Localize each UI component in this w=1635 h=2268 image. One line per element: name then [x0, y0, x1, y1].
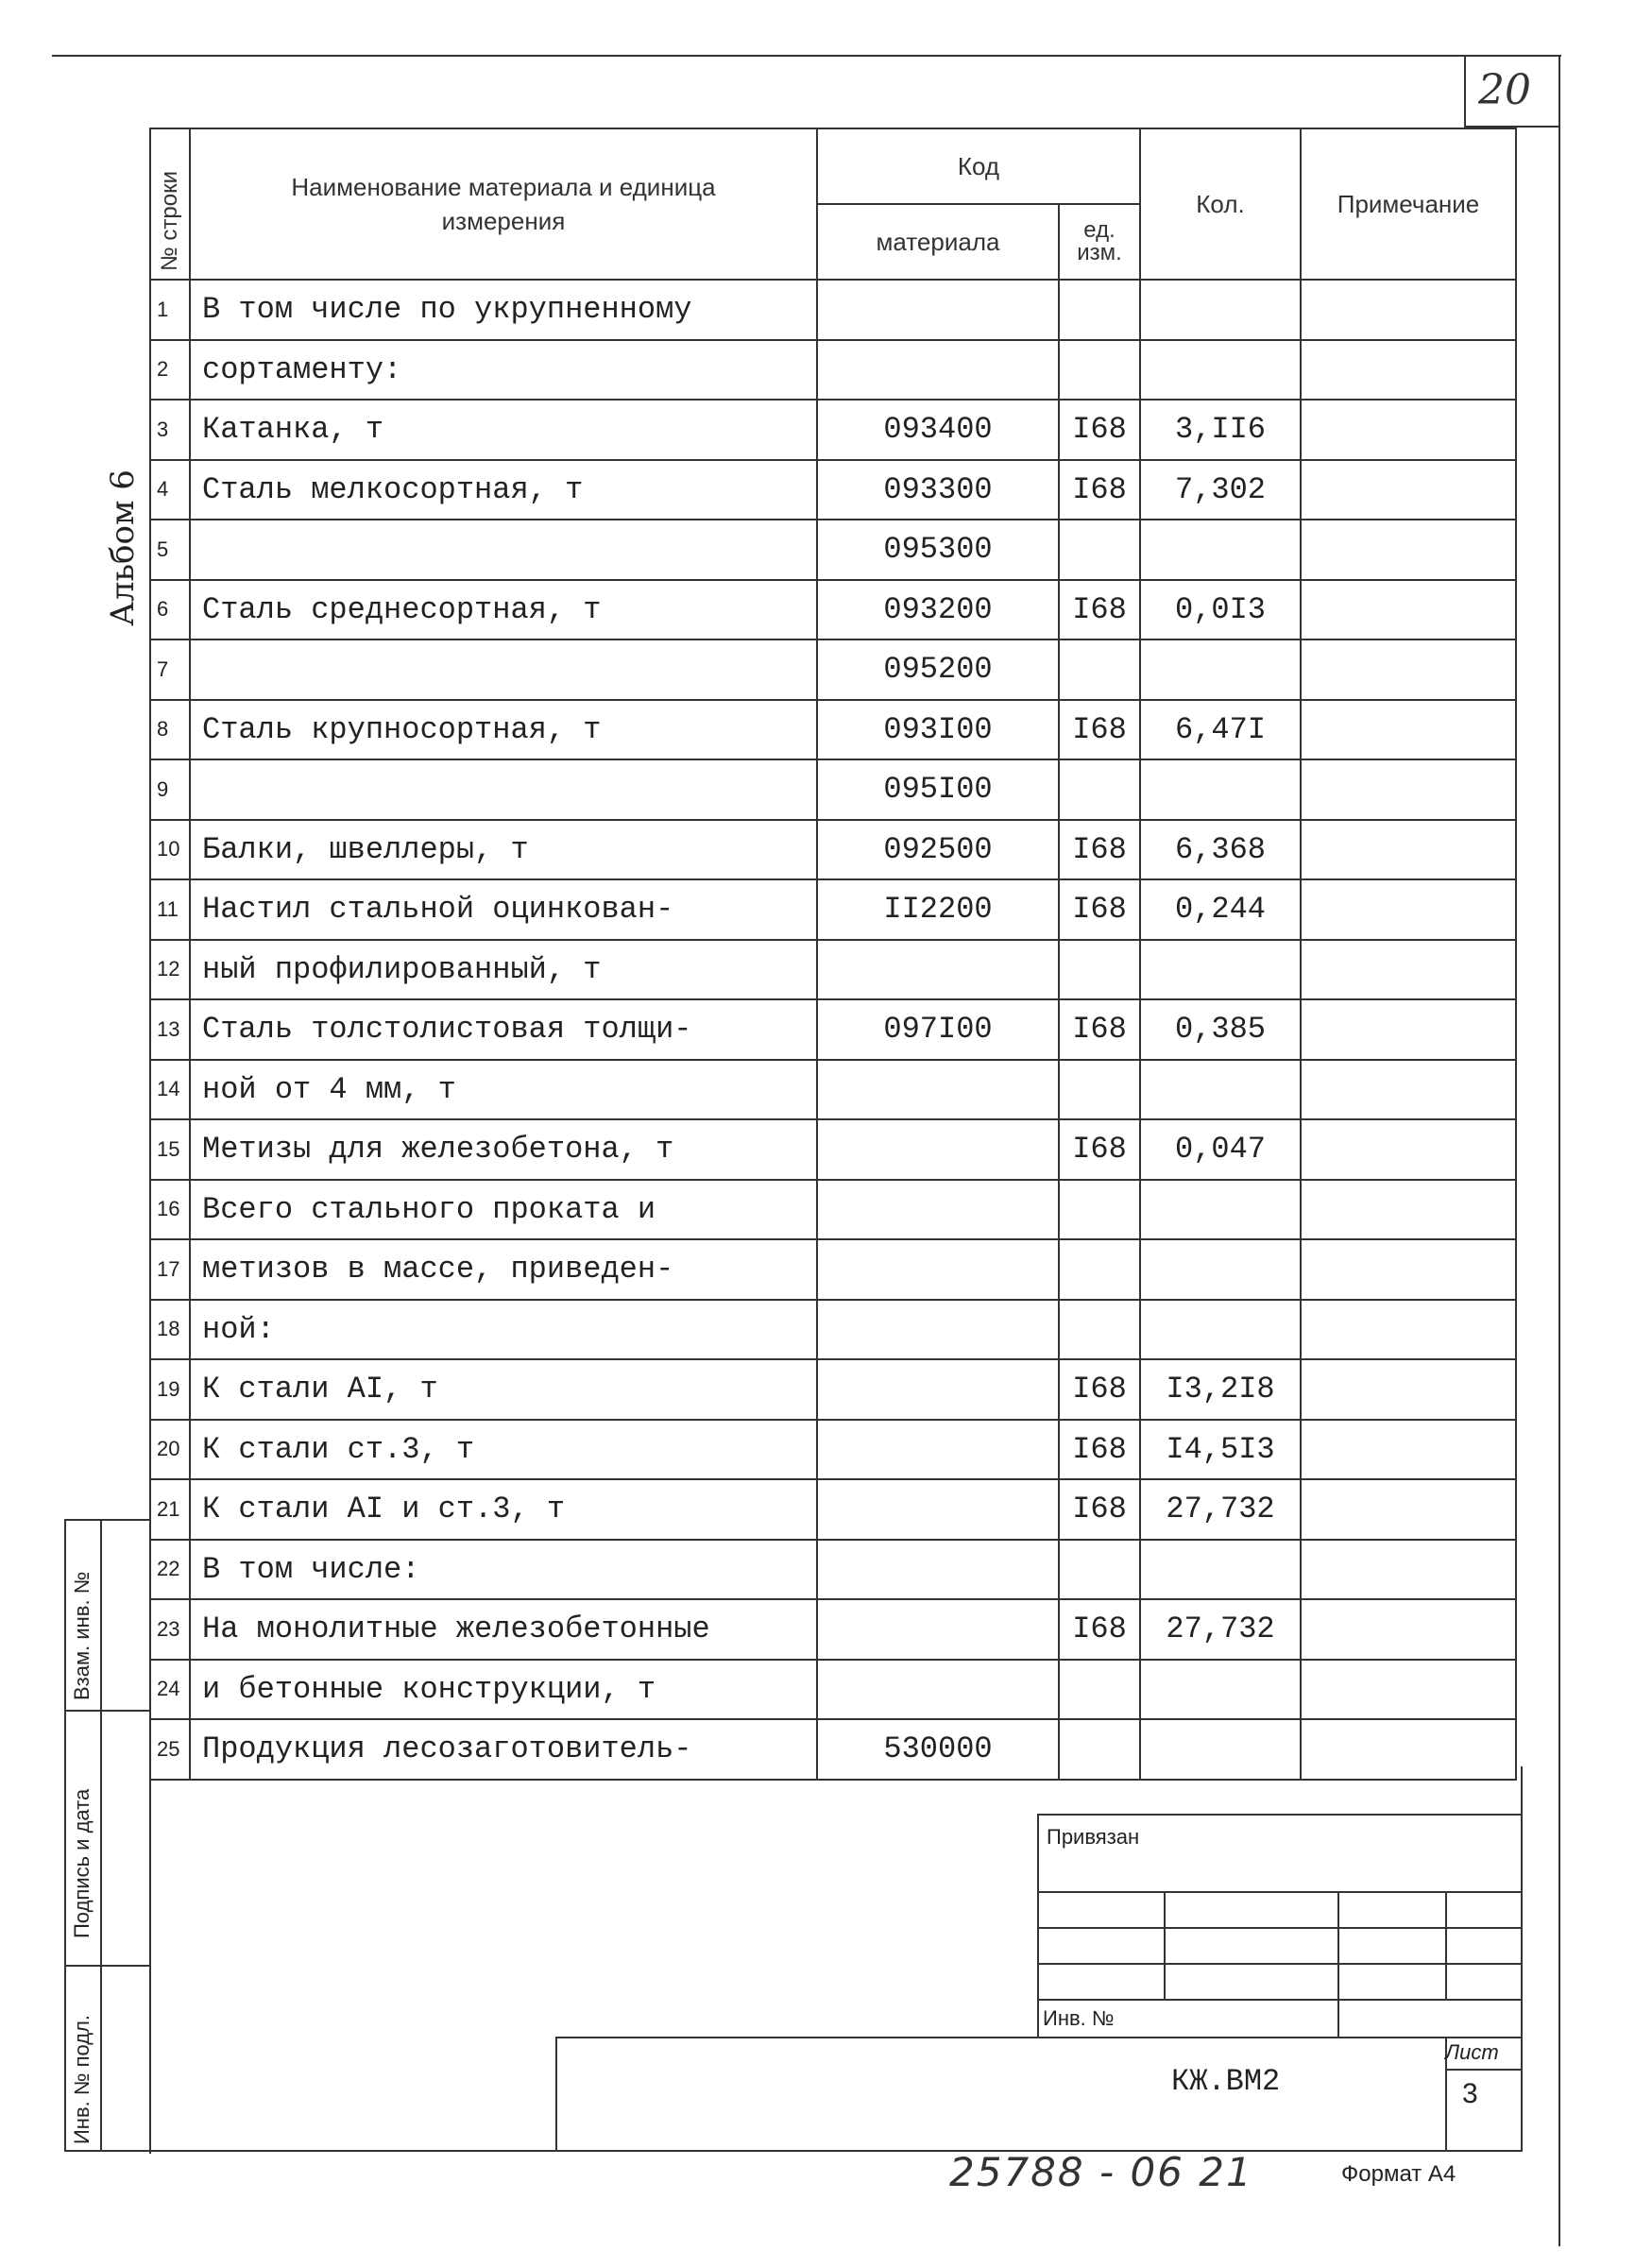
note-cell — [1301, 280, 1516, 340]
quantity-cell — [1140, 1719, 1301, 1780]
header-note: Примечание — [1301, 128, 1516, 280]
quantity-cell: 0,385 — [1140, 999, 1301, 1060]
unit-code-cell — [1059, 280, 1140, 340]
sheet-right-line — [1521, 1766, 1523, 2152]
album-label — [90, 469, 156, 633]
side-stamp-div2 — [64, 1965, 149, 1967]
title-block-line4 — [1037, 1999, 1523, 2001]
unit-code-cell — [1059, 1540, 1140, 1600]
title-main-top — [555, 2037, 1523, 2038]
material-code-cell — [817, 1420, 1059, 1480]
side-signature-date: Подпись и дата — [70, 1788, 94, 1938]
header-quantity: Кол. — [1140, 128, 1301, 280]
sheet-bottom-line — [64, 2150, 1523, 2152]
table-row — [150, 460, 1516, 520]
row-number-cell: 14 — [150, 1060, 190, 1120]
unit-code-cell — [1059, 1239, 1140, 1300]
row-number-cell: 16 — [150, 1180, 190, 1240]
title-block-line3 — [1037, 1963, 1523, 1965]
right-frame-line — [1558, 55, 1560, 2246]
unit-code-cell: I68 — [1059, 1479, 1140, 1540]
material-name-cell: Катанка, т — [190, 400, 817, 460]
note-cell — [1301, 1719, 1516, 1780]
row-number-cell: 23 — [150, 1599, 190, 1660]
material-name-cell: сортаменту: — [190, 340, 817, 401]
quantity-cell — [1140, 759, 1301, 820]
note-cell — [1301, 400, 1516, 460]
row-number-cell: 12 — [150, 940, 190, 1000]
title-block-col1 — [1164, 1891, 1166, 1999]
note-cell — [1301, 999, 1516, 1060]
table-row — [150, 400, 1516, 460]
inv-label: Инв. № — [1043, 2006, 1115, 2030]
quantity-cell — [1140, 1660, 1301, 1720]
material-name-cell: К стали АI, т — [190, 1359, 817, 1420]
table-row — [150, 999, 1516, 1060]
material-name-cell: Балки, швеллеры, т — [190, 820, 817, 880]
material-code-cell — [817, 340, 1059, 401]
header-code: Код — [817, 128, 1140, 204]
material-name-cell: На монолитные железобетонные — [190, 1599, 817, 1660]
material-name-cell: К стали АI и ст.3, т — [190, 1479, 817, 1540]
title-block-col3 — [1445, 1891, 1447, 1999]
side-stamp-div1 — [64, 1710, 149, 1712]
unit-code-cell — [1059, 1719, 1140, 1780]
note-cell — [1301, 940, 1516, 1000]
title-block-left — [1037, 1814, 1039, 2037]
material-name-cell: В том числе: — [190, 1540, 817, 1600]
header-code-material: материала — [817, 204, 1059, 280]
note-cell — [1301, 1599, 1516, 1660]
row-number-cell: 19 — [150, 1359, 190, 1420]
material-name-cell: и бетонные конструкции, т — [190, 1660, 817, 1720]
quantity-cell — [1140, 280, 1301, 340]
row-number-cell: 25 — [150, 1719, 190, 1780]
table-row — [150, 1119, 1516, 1180]
header-name — [190, 128, 817, 280]
unit-code-cell — [1059, 1180, 1140, 1240]
material-code-cell: 095200 — [817, 639, 1059, 700]
quantity-cell — [1140, 1239, 1301, 1300]
unit-code-cell: I68 — [1059, 879, 1140, 940]
row-number-cell: 24 — [150, 1660, 190, 1720]
note-cell — [1301, 580, 1516, 640]
material-code-cell — [817, 1660, 1059, 1720]
note-cell — [1301, 1180, 1516, 1240]
quantity-cell: 3,II6 — [1140, 400, 1301, 460]
quantity-cell — [1140, 340, 1301, 401]
material-name-cell: Сталь среднесортная, т — [190, 580, 817, 640]
title-block-line1 — [1037, 1891, 1523, 1893]
material-name-cell: К стали ст.3, т — [190, 1420, 817, 1480]
table-row — [150, 1719, 1516, 1780]
material-code-cell — [817, 1180, 1059, 1240]
material-name-cell: Сталь мелкосортная, т — [190, 460, 817, 520]
material-code-cell: II2200 — [817, 879, 1059, 940]
table-row — [150, 1300, 1516, 1360]
note-cell — [1301, 520, 1516, 580]
material-code-cell: 097I00 — [817, 999, 1059, 1060]
quantity-cell: 27,732 — [1140, 1599, 1301, 1660]
header-code-unit — [1059, 204, 1140, 280]
note-cell — [1301, 1420, 1516, 1480]
note-cell — [1301, 1479, 1516, 1540]
table-row — [150, 1180, 1516, 1240]
row-number-cell: 8 — [150, 700, 190, 760]
title-block-col2 — [1337, 1891, 1339, 2037]
table-row — [150, 700, 1516, 760]
unit-code-cell: I68 — [1059, 400, 1140, 460]
table-row — [150, 639, 1516, 700]
quantity-cell — [1140, 1060, 1301, 1120]
side-stamp-top — [64, 1519, 149, 1521]
row-number-cell: 4 — [150, 460, 190, 520]
unit-code-cell — [1059, 639, 1140, 700]
material-name-cell: Настил стальной оцинкован- — [190, 879, 817, 940]
unit-code-cell — [1059, 759, 1140, 820]
note-cell — [1301, 639, 1516, 700]
bound-label: Привязан — [1047, 1825, 1140, 1849]
table-row — [150, 580, 1516, 640]
unit-code-cell — [1059, 940, 1140, 1000]
row-number-cell: 1 — [150, 280, 190, 340]
note-cell — [1301, 1239, 1516, 1300]
side-inv-orig: Инв. № подл. — [70, 2014, 94, 2144]
material-name-cell — [190, 520, 817, 580]
side-stamp-left — [64, 1519, 66, 2152]
note-cell — [1301, 879, 1516, 940]
table-row — [150, 340, 1516, 401]
material-name-cell: ной: — [190, 1300, 817, 1360]
sheet-num-box-left — [1464, 55, 1466, 126]
material-code-cell: 093200 — [817, 580, 1059, 640]
material-code-cell — [817, 1540, 1059, 1600]
header-name-text: Наименование материала и единица измерения — [291, 173, 716, 235]
header-row-number-text: № строки — [157, 170, 182, 271]
quantity-cell — [1140, 639, 1301, 700]
side-stamp-right — [100, 1519, 102, 2152]
specification-table — [149, 128, 1517, 1781]
material-name-cell: Метизы для железобетона, т — [190, 1119, 817, 1180]
table-body — [150, 280, 1516, 1780]
note-cell — [1301, 759, 1516, 820]
sheet-value: 3 — [1462, 2078, 1478, 2109]
material-name-cell: Всего стального проката и — [190, 1180, 817, 1240]
table-row — [150, 879, 1516, 940]
table-row — [150, 1479, 1516, 1540]
note-cell — [1301, 1300, 1516, 1360]
row-number-cell: 17 — [150, 1239, 190, 1300]
material-code-cell: 093300 — [817, 460, 1059, 520]
sheet-inner-left — [149, 1766, 151, 2154]
material-code-cell: 092500 — [817, 820, 1059, 880]
document-code: КЖ.ВМ2 — [1171, 2064, 1281, 2099]
row-number-cell: 22 — [150, 1540, 190, 1600]
material-code-cell — [817, 1060, 1059, 1120]
row-number-cell: 6 — [150, 580, 190, 640]
row-number-cell: 13 — [150, 999, 190, 1060]
note-cell — [1301, 340, 1516, 401]
material-code-cell — [817, 1239, 1059, 1300]
unit-code-cell: I68 — [1059, 700, 1140, 760]
quantity-cell — [1140, 940, 1301, 1000]
row-number-cell: 20 — [150, 1420, 190, 1480]
material-code-cell — [817, 1599, 1059, 1660]
material-name-cell — [190, 639, 817, 700]
unit-code-cell: I68 — [1059, 1420, 1140, 1480]
row-number-cell: 3 — [150, 400, 190, 460]
row-number-cell: 9 — [150, 759, 190, 820]
unit-code-cell: I68 — [1059, 1359, 1140, 1420]
sheet-label: Лист — [1445, 2040, 1499, 2064]
unit-code-cell — [1059, 1060, 1140, 1120]
archive-number: 25788 - 06 21 — [949, 2149, 1253, 2195]
row-number-cell: 2 — [150, 340, 190, 401]
material-code-cell — [817, 1300, 1059, 1360]
quantity-cell — [1140, 1180, 1301, 1240]
unit-code-cell: I68 — [1059, 999, 1140, 1060]
table-row — [150, 1239, 1516, 1300]
unit-code-cell — [1059, 520, 1140, 580]
sheet-box-mid — [1445, 2069, 1523, 2071]
note-cell — [1301, 1119, 1516, 1180]
table-row — [150, 759, 1516, 820]
handwritten-sheet-number: 20 — [1478, 66, 1531, 114]
material-code-cell — [817, 1119, 1059, 1180]
table-row — [150, 1660, 1516, 1720]
quantity-cell: 6,368 — [1140, 820, 1301, 880]
title-main-left — [555, 2037, 557, 2150]
unit-code-cell: I68 — [1059, 820, 1140, 880]
top-frame-line — [52, 55, 1561, 57]
table-row — [150, 280, 1516, 340]
table-row — [150, 520, 1516, 580]
unit-code-cell: I68 — [1059, 580, 1140, 640]
row-number-cell: 7 — [150, 639, 190, 700]
quantity-cell: 0,047 — [1140, 1119, 1301, 1180]
material-code-cell: 095I00 — [817, 759, 1059, 820]
table-row — [150, 1599, 1516, 1660]
format-label: Формат А4 — [1341, 2161, 1456, 2187]
material-name-cell: метизов в массе, приведен- — [190, 1239, 817, 1300]
table-row — [150, 1359, 1516, 1420]
table-row — [150, 940, 1516, 1000]
note-cell — [1301, 1540, 1516, 1600]
title-block-line2 — [1037, 1927, 1523, 1929]
quantity-cell: 27,732 — [1140, 1479, 1301, 1540]
unit-code-cell: I68 — [1059, 1119, 1140, 1180]
unit-code-cell — [1059, 340, 1140, 401]
material-code-cell: 530000 — [817, 1719, 1059, 1780]
header-code-unit-text: ед. изм. — [1077, 217, 1122, 265]
material-name-cell: ной от 4 мм, т — [190, 1060, 817, 1120]
quantity-cell: 0,244 — [1140, 879, 1301, 940]
note-cell — [1301, 700, 1516, 760]
material-code-cell — [817, 1359, 1059, 1420]
row-number-cell: 10 — [150, 820, 190, 880]
material-code-cell: 095300 — [817, 520, 1059, 580]
material-name-cell: ный профилированный, т — [190, 940, 817, 1000]
note-cell — [1301, 1660, 1516, 1720]
material-code-cell: 093400 — [817, 400, 1059, 460]
material-name-cell: Сталь толстолистовая толщи- — [190, 999, 817, 1060]
title-block-top — [1037, 1814, 1523, 1816]
material-name-cell — [190, 759, 817, 820]
table-row — [150, 820, 1516, 880]
quantity-cell — [1140, 520, 1301, 580]
material-name-cell: Продукция лесозаготовитель- — [190, 1719, 817, 1780]
note-cell — [1301, 460, 1516, 520]
row-number-cell: 18 — [150, 1300, 190, 1360]
unit-code-cell: I68 — [1059, 1599, 1140, 1660]
quantity-cell: I3,2I8 — [1140, 1359, 1301, 1420]
row-number-cell: 21 — [150, 1479, 190, 1540]
material-name-cell: В том числе по укрупненному — [190, 280, 817, 340]
material-name-cell: Сталь крупносортная, т — [190, 700, 817, 760]
unit-code-cell: I68 — [1059, 460, 1140, 520]
table-row — [150, 1060, 1516, 1120]
material-code-cell — [817, 1479, 1059, 1540]
material-code-cell — [817, 940, 1059, 1000]
row-number-cell: 5 — [150, 520, 190, 580]
row-number-cell: 11 — [150, 879, 190, 940]
material-code-cell: 093I00 — [817, 700, 1059, 760]
note-cell — [1301, 1359, 1516, 1420]
quantity-cell — [1140, 1300, 1301, 1360]
unit-code-cell — [1059, 1660, 1140, 1720]
unit-code-cell — [1059, 1300, 1140, 1360]
table-row — [150, 1420, 1516, 1480]
side-replaces-inv: Взам. инв. № — [70, 1571, 94, 1700]
note-cell — [1301, 820, 1516, 880]
album-label-text: Альбом 6 — [104, 469, 142, 626]
quantity-cell — [1140, 1540, 1301, 1600]
quantity-cell: 0,0I3 — [1140, 580, 1301, 640]
material-code-cell — [817, 280, 1059, 340]
header-row-number — [150, 128, 190, 280]
table-row — [150, 1540, 1516, 1600]
quantity-cell: 6,47I — [1140, 700, 1301, 760]
note-cell — [1301, 1060, 1516, 1120]
quantity-cell: I4,5I3 — [1140, 1420, 1301, 1480]
quantity-cell: 7,302 — [1140, 460, 1301, 520]
row-number-cell: 15 — [150, 1119, 190, 1180]
